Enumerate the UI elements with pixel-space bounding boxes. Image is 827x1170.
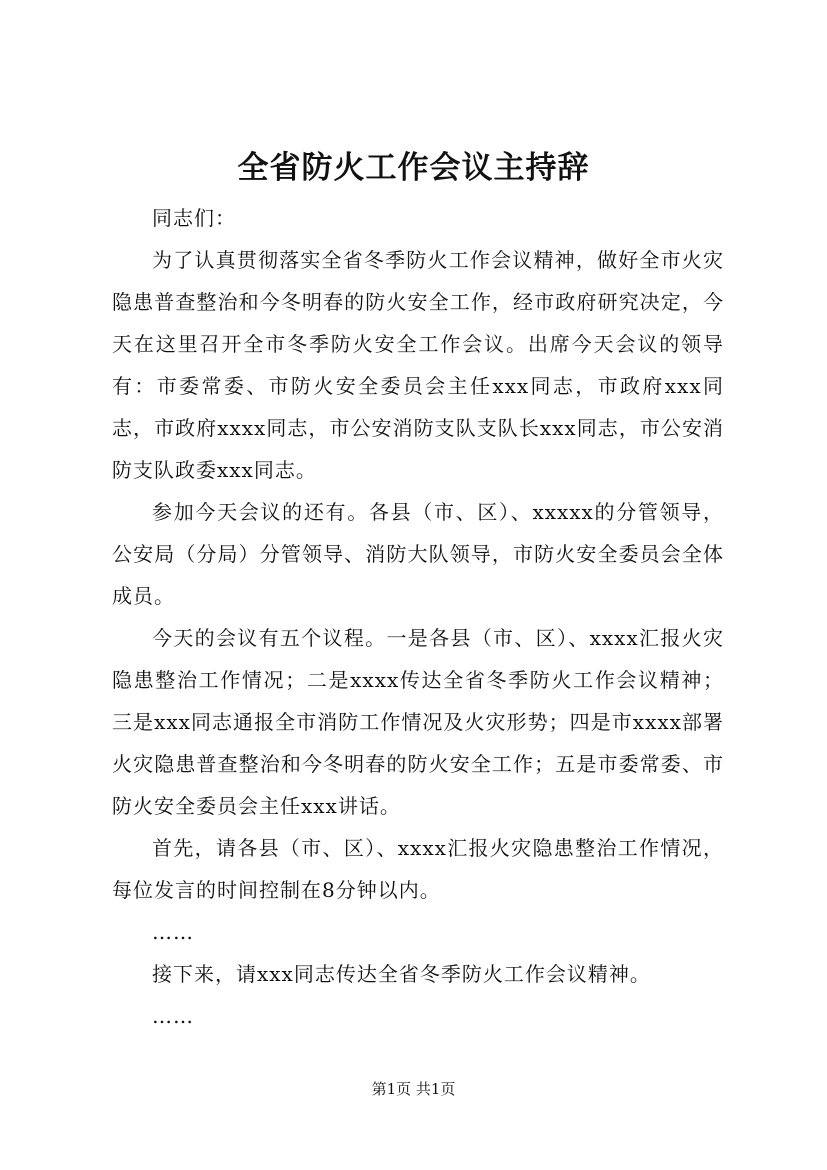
- paragraph-ellipsis-1: ……: [152, 920, 194, 944]
- document-body: [112, 197, 724, 1037]
- page-number-footer: 第1页 共1页: [371, 1080, 456, 1098]
- paragraph-agenda: 今天的会议有五个议程。一是各县（市、区）、xxxx汇报火灾隐患整治工作情况；二是xxxx传达全省冬季防火工作会议精神；三是xxx同志通报全市消防工作情况及火灾形势；四是市xxxx部署火灾隐患普查整治和今冬明春的防火安全工作；五是市委常委、市防火安全委员会主任xxx讲话。: [112, 626, 724, 818]
- paragraph-attendees: 参加今天会议的还有。各县（市、区）、xxxxx的分管领导，公安局（分局）分管领导、消防大队领导，市防火安全委员会全体成员。: [112, 500, 724, 608]
- paragraph-first-item: 首先，请各县（市、区）、xxxx汇报火灾隐患整治工作情况，每位发言的时间控制在8分钟以内。: [112, 836, 724, 902]
- paragraph-ellipsis-2: ……: [152, 1004, 194, 1028]
- paragraph-intro: 为了认真贯彻落实全省冬季防火工作会议精神，做好全市火灾隐患普查整治和今冬明春的防火安全工作，经市政府研究决定，今天在这里召开全市冬季防火安全工作会议。出席今天会议的领导有：市委常委、市防火安全委员会主任xxx同志，市政府xxx同志，市政府xxxx同志，市公安消防支队支队长xxx同志，市公安消防支队政委xxx同志。: [112, 248, 724, 482]
- paragraph-next-item: 接下来，请xxx同志传达全省冬季防火工作会议精神。: [152, 962, 651, 986]
- document-title: 全省防火工作会议主持辞: [237, 150, 590, 186]
- paragraph-salutation: 同志们：: [152, 206, 236, 230]
